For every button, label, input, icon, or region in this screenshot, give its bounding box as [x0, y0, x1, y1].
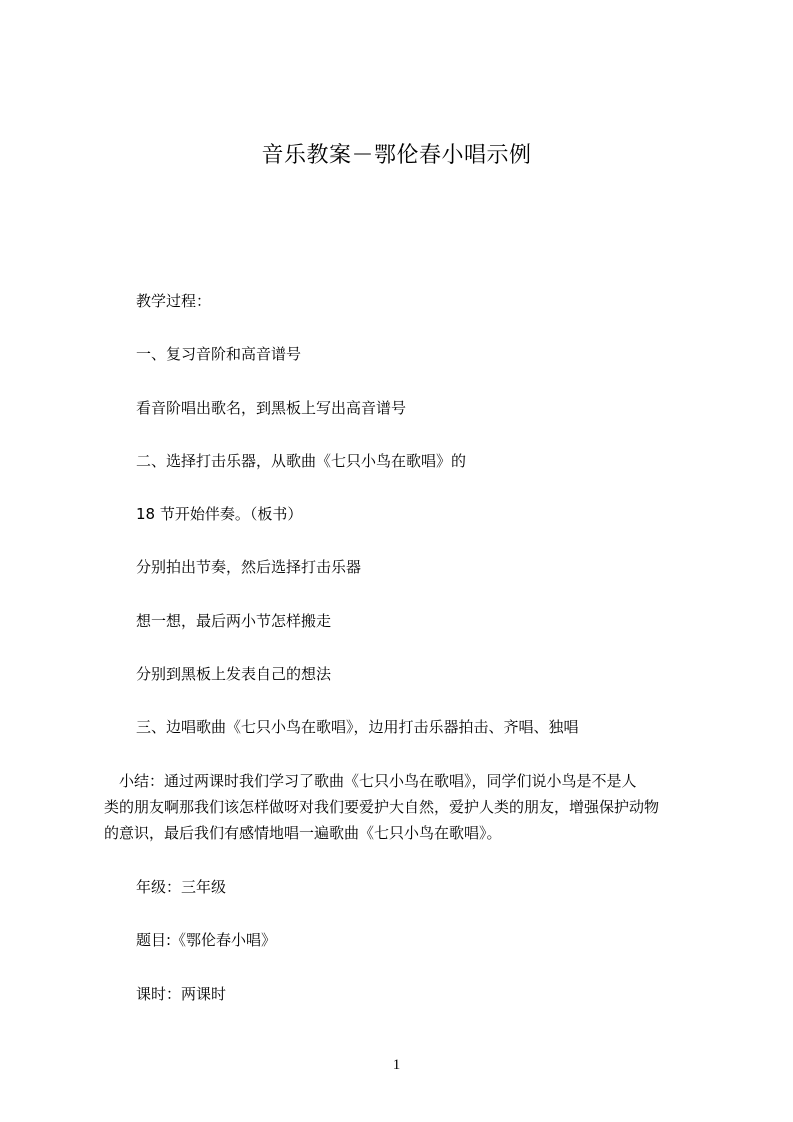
body-line-section-3: 三、边唱歌曲《七只小鸟在歌唱》，边用打击乐器拍击、齐唱、独唱	[136, 718, 579, 736]
summary-paragraph	[104, 768, 704, 846]
meta-line-topic: 题目:《鄂伦春小唱》	[136, 931, 277, 949]
page-number: 1	[392, 1057, 401, 1073]
body-line-read-scale: 看音阶唱出歌名，到黑板上写出高音谱号	[136, 399, 407, 417]
body-line-section-2: 二、选择打击乐器，从歌曲《七只小鸟在歌唱》的	[136, 452, 467, 470]
summary-line: 的意识，最后我们有感情地唱一遍歌曲《七只小鸟在歌唱》。	[104, 824, 502, 842]
body-line-think: 想一想，最后两小节怎样搬走	[136, 612, 332, 630]
document-title: 音乐教案－鄂伦春小唱示例	[261, 143, 532, 168]
body-line-section-1: 一、复习音阶和高音谱号	[136, 345, 302, 363]
body-line-clap-rhythm: 分别拍出节奏，然后选择打击乐器	[136, 558, 362, 576]
summary-line: 类的朋友啊那我们该怎样做呀对我们要爱护大自然，爱护人类的朋友，增强保护动物	[104, 798, 660, 816]
summary-line: 小结：通过两课时我们学习了歌曲《七只小鸟在歌唱》，同学们说小鸟是不是人	[104, 772, 637, 790]
body-line-measure-18: 18 节开始伴奏。（板书）	[136, 505, 303, 523]
body-line-share-ideas: 分别到黑板上发表自己的想法	[136, 665, 332, 683]
body-line-teaching-process: 教学过程：	[136, 292, 212, 310]
meta-line-class-hours: 课时：两课时	[136, 985, 227, 1003]
meta-line-grade: 年级：三年级	[136, 878, 227, 896]
